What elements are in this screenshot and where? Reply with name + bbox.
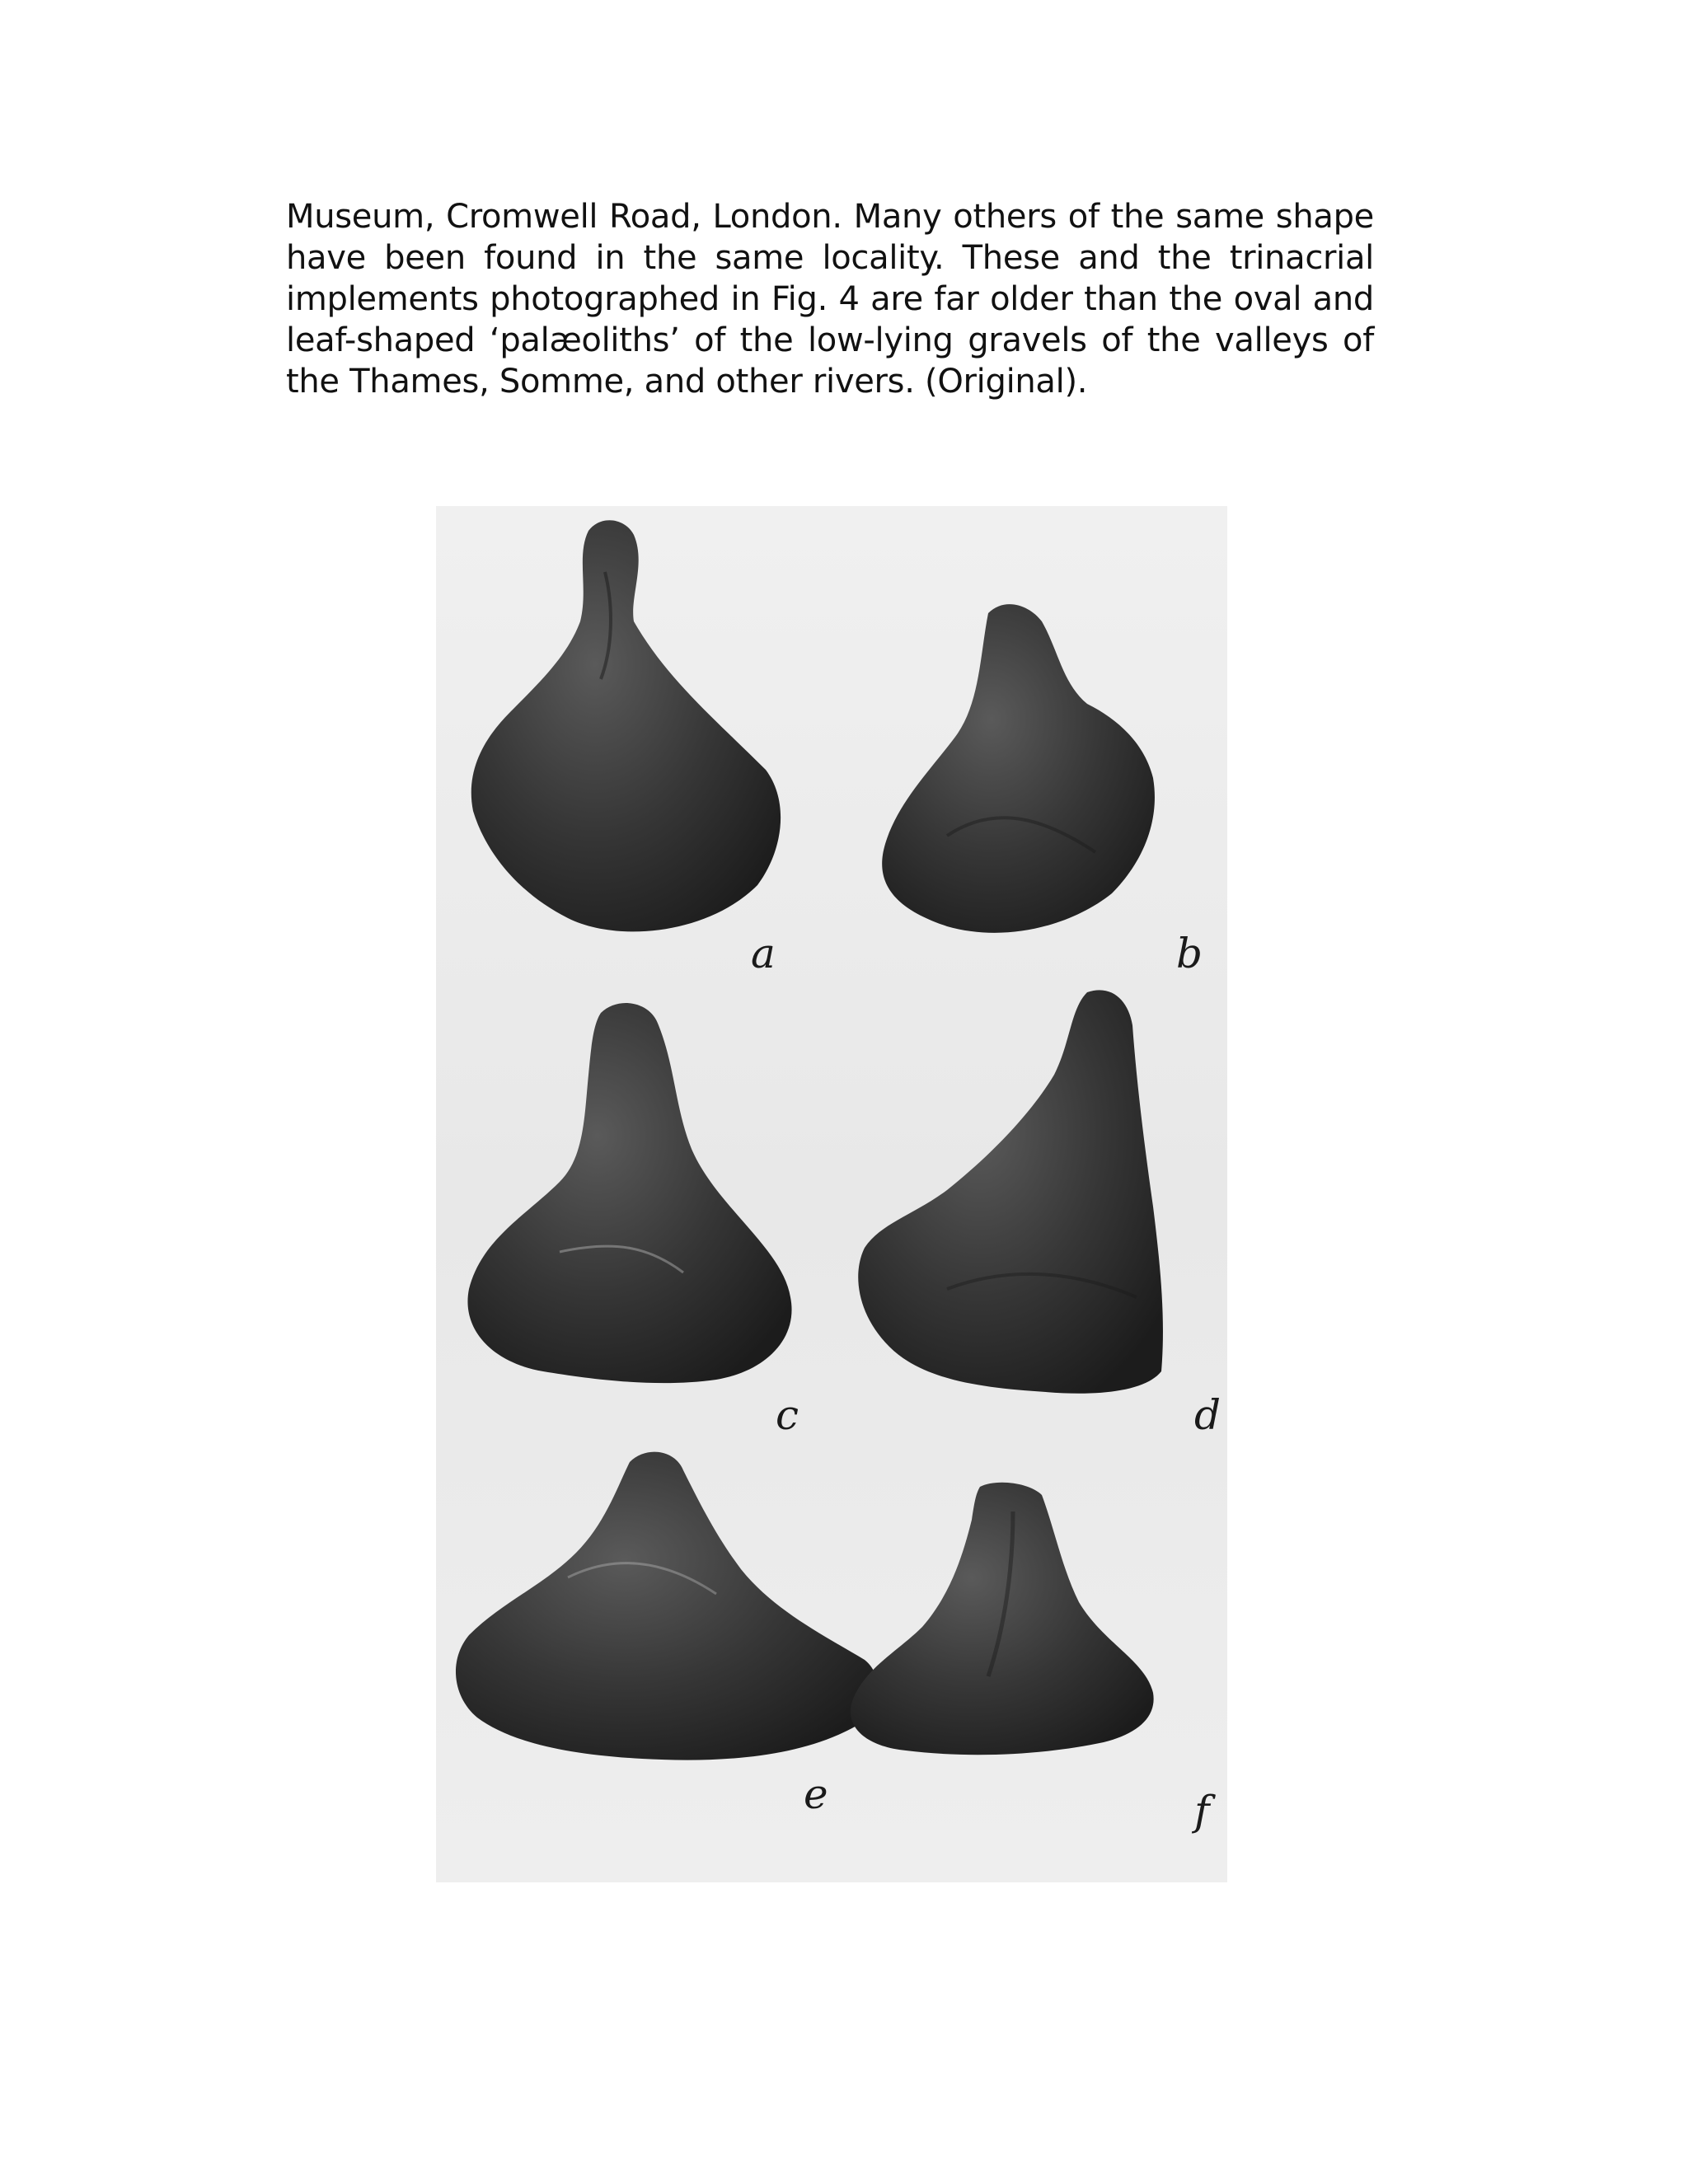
- caption-paragraph: Museum, Cromwell Road, London. Many others of the same shape have been found in the same locality. These and the trinacrial implements photographed in Fig. 4 are far older than the oval and leaf-shaped ‘palæoliths’ of the low-lying gravels of the valleys of the Thames, Somme, and other rivers. (Original).: [286, 198, 1374, 401]
- figure-label-d: d: [1194, 1391, 1221, 1439]
- figure-label-f: f: [1194, 1787, 1210, 1835]
- figure-label-c: c: [776, 1391, 799, 1439]
- figure-label-b: b: [1176, 930, 1203, 977]
- plate-photograph: [436, 506, 1227, 1882]
- stone-implements-plate: [436, 506, 1227, 1882]
- figure-label-a: a: [751, 930, 776, 977]
- figure-label-e: e: [804, 1770, 828, 1818]
